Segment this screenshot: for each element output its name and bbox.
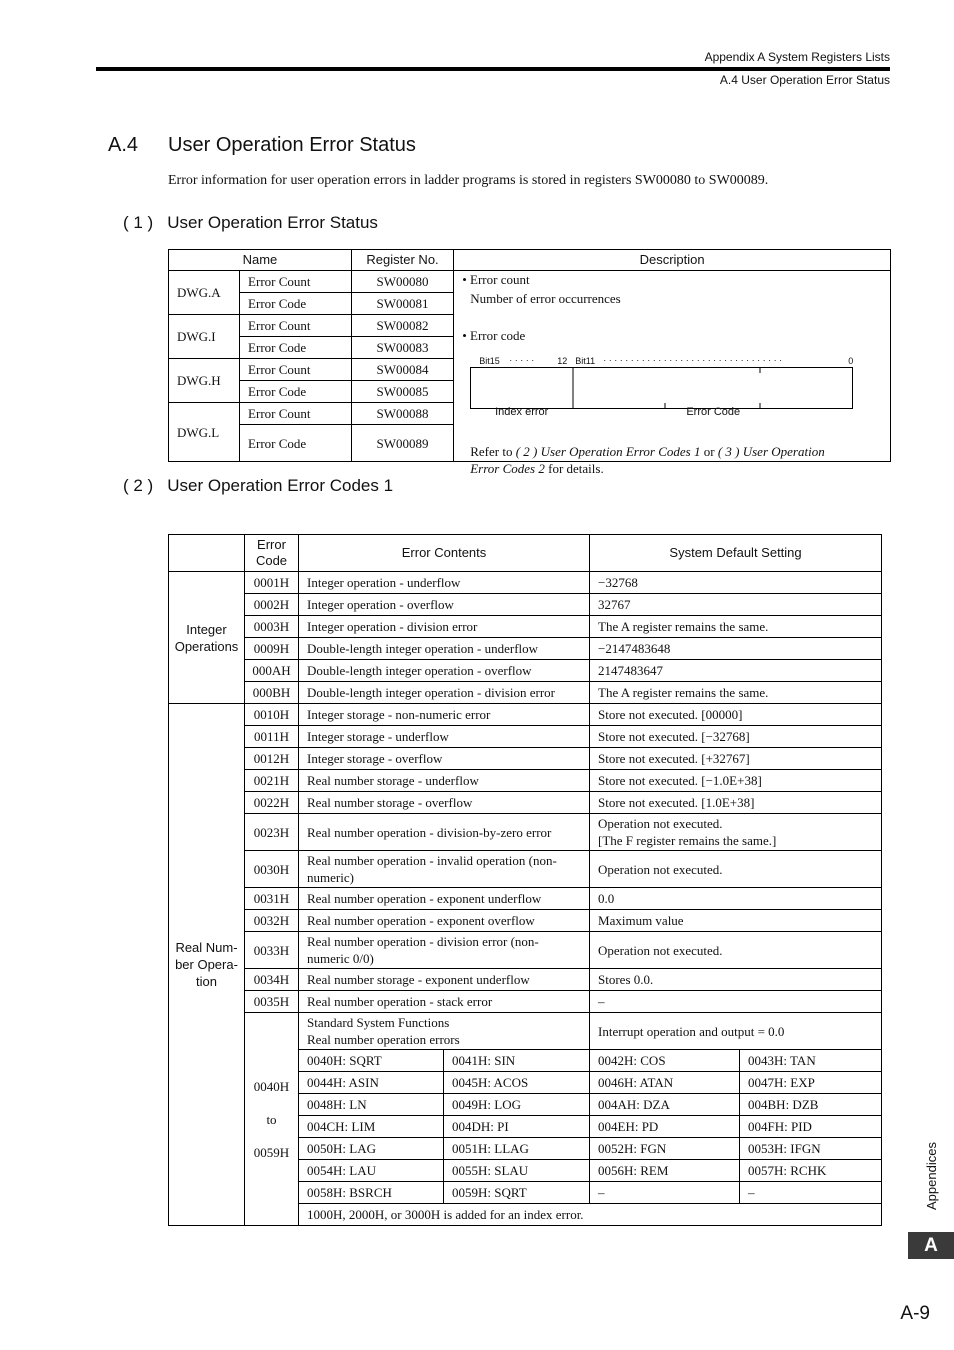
refer-suffix: for details. (544, 461, 604, 476)
error-contents: Integer operation - overflow (299, 594, 590, 616)
subsection-1-heading (123, 213, 378, 233)
error-contents: Real number operation - exponent underflow (299, 888, 590, 910)
register-item: Error Code (240, 337, 352, 359)
table-row (169, 814, 882, 851)
desc-bullet-code: • Error code (462, 328, 526, 343)
col-header-contents: Error Contents (299, 535, 590, 572)
description-cell (454, 271, 891, 476)
register-item: Error Count (240, 315, 352, 337)
error-contents: Integer storage - non-numeric error (299, 704, 590, 726)
header-chapter: Appendix A System Registers Lists (704, 50, 890, 64)
register-number: SW00081 (351, 293, 453, 315)
table-row (169, 932, 882, 969)
error-code: 0009H (245, 638, 299, 660)
error-codes-table (168, 534, 882, 1226)
function-code: 0049H: LOG (444, 1094, 590, 1116)
table-row (169, 638, 882, 660)
table-row (169, 660, 882, 682)
error-code: 0023H (245, 814, 299, 851)
ssf-code-range (245, 1013, 299, 1226)
ssf-code-code-to: to (266, 1111, 277, 1127)
table-row (169, 770, 882, 792)
bit11-label: Bit11 (575, 356, 596, 366)
subsection-1-title: User Operation Error Status (167, 213, 378, 232)
function-code: 0050H: LAG (299, 1138, 444, 1160)
table-row (169, 1013, 882, 1050)
header-rule (96, 67, 890, 71)
register-item: Error Code (240, 381, 352, 403)
group-name: DWG.L (169, 403, 240, 462)
register-number: SW00080 (351, 271, 453, 293)
bit-dots-lower: · · · · · · · · · · · · · · · · · · · · · · · · · · · · · · · · · (603, 355, 783, 365)
function-code: – (590, 1182, 740, 1204)
function-code: 0058H: BSRCH (299, 1182, 444, 1204)
error-code: 0021H (245, 770, 299, 792)
error-contents: Double-length integer operation - underflow (299, 638, 590, 660)
table-row (169, 792, 882, 814)
table-row (169, 851, 882, 888)
refer-or: or (700, 444, 718, 459)
refer-link-codes-1[interactable]: ( 2 ) User Operation Error Codes 1 (515, 444, 701, 459)
bit15-label: Bit15 (479, 356, 500, 366)
intro-paragraph: Error information for user operation errors in ladder programs is stored in registers SW00080 to SW00089. (168, 173, 769, 188)
error-code: 0002H (245, 594, 299, 616)
error-contents: Real number operation - division error (non-numeric 0/0) (299, 932, 590, 969)
function-code: 004DH: PI (444, 1116, 590, 1138)
function-code: 0046H: ATAN (590, 1072, 740, 1094)
register-item: Error Count (240, 271, 352, 293)
table-row (169, 969, 882, 991)
error-code: 0010H (245, 704, 299, 726)
function-code: 0055H: SLAU (444, 1160, 590, 1182)
default-setting: Store not executed. [1.0E+38] (590, 792, 882, 814)
default-setting: Maximum value (590, 910, 882, 932)
error-code: 0031H (245, 888, 299, 910)
register-number: SW00088 (351, 403, 453, 425)
function-code: 004FH: PID (740, 1116, 882, 1138)
appendix-tab[interactable]: A (908, 1232, 954, 1259)
error-contents: Double-length integer operation - overflow (299, 660, 590, 682)
function-code: 0041H: SIN (444, 1050, 590, 1072)
default-setting: Operation not executed. (590, 932, 882, 969)
error-contents: Integer operation - division error (299, 616, 590, 638)
bit-dots-upper: · · · · · (509, 355, 535, 365)
refer-prefix: Refer to (470, 444, 516, 459)
group-integer-operations: Integer Operations (169, 572, 245, 704)
table-row (169, 748, 882, 770)
section-number: A.4 (108, 134, 139, 156)
table-row (169, 991, 882, 1013)
function-code: 0045H: ACOS (444, 1072, 590, 1094)
error-contents: Real number operation - exponent overflow (299, 910, 590, 932)
ssf-default: Interrupt operation and output = 0.0 (590, 1013, 882, 1050)
page-number: A-9 (900, 1303, 930, 1324)
ssf-note: 1000H, 2000H, or 3000H is added for an index error. (299, 1204, 882, 1226)
default-setting: −32768 (590, 572, 882, 594)
function-code: 0043H: TAN (740, 1050, 882, 1072)
default-setting: The A register remains the same. (590, 616, 882, 638)
default-setting: Operation not executed. (590, 851, 882, 888)
table-row (169, 616, 882, 638)
subsection-2-title: User Operation Error Codes 1 (167, 476, 394, 495)
subsection-1-number: ( 1 ) (123, 213, 154, 232)
function-code: 0052H: FGN (590, 1138, 740, 1160)
bit0-label: 0 (848, 356, 854, 366)
default-setting: 0.0 (590, 888, 882, 910)
ssf-title (299, 1013, 590, 1050)
subsection-2-number: ( 2 ) (123, 476, 154, 495)
default-setting: Store not executed. [+32767] (590, 748, 882, 770)
register-table (168, 249, 891, 476)
refer-link-codes-2a[interactable]: ( 3 ) User Operation (717, 444, 825, 459)
error-contents: Integer storage - overflow (299, 748, 590, 770)
error-code: 0003H (245, 616, 299, 638)
function-code: 0042H: COS (590, 1050, 740, 1072)
default-setting: Store not executed. [00000] (590, 704, 882, 726)
error-contents: Double-length integer operation - division error (299, 682, 590, 704)
error-code: 000BH (245, 682, 299, 704)
error-contents: Real number operation - invalid operation (non-numeric) (299, 851, 590, 888)
register-item: Error Code (240, 293, 352, 315)
ssf-code-code-from: 0040H (253, 1078, 290, 1094)
default-setting: −2147483648 (590, 638, 882, 660)
ssf-code-code-end: 0059H (253, 1144, 290, 1160)
default-setting: Store not executed. [−1.0E+38] (590, 770, 882, 792)
group-name: DWG.A (169, 271, 240, 315)
error-contents: Real number operation - stack error (299, 991, 590, 1013)
error-code: 0022H (245, 792, 299, 814)
function-code: 004AH: DZA (590, 1094, 740, 1116)
error-code: 000AH (245, 660, 299, 682)
function-code: 004BH: DZB (740, 1094, 882, 1116)
table-row (169, 910, 882, 932)
error-code: 0011H (245, 726, 299, 748)
table-row (169, 594, 882, 616)
register-item: Error Code (240, 425, 352, 462)
ssf-title-line1: Standard System Functions (307, 1015, 450, 1030)
table-row (169, 726, 882, 748)
register-number: SW00085 (351, 381, 453, 403)
function-code: 0047H: EXP (740, 1072, 882, 1094)
refer-link-codes-2b[interactable]: Error Codes 2 (470, 461, 545, 476)
subsection-2-heading (123, 476, 393, 496)
default-setting: 2147483647 (590, 660, 882, 682)
register-number: SW00082 (351, 315, 453, 337)
field-error-code: Error Code (686, 406, 741, 418)
register-number: SW00089 (351, 425, 453, 462)
function-code: – (740, 1182, 882, 1204)
register-item: Error Count (240, 403, 352, 425)
error-code: 0033H (245, 932, 299, 969)
desc-refer-text (470, 443, 865, 477)
default-setting: Store not executed. [−32768] (590, 726, 882, 748)
col-header-name: Name (169, 250, 352, 271)
function-code: 004CH: LIM (299, 1116, 444, 1138)
section-heading (108, 134, 416, 157)
error-contents: Real number operation - division-by-zero error (299, 814, 590, 851)
register-item: Error Count (240, 359, 352, 381)
error-contents: Real number storage - overflow (299, 792, 590, 814)
header-section: A.4 User Operation Error Status (719, 73, 890, 87)
function-code: 0044H: ASIN (299, 1072, 444, 1094)
function-code: 0057H: RCHK (740, 1160, 882, 1182)
table-row (169, 682, 882, 704)
error-contents: Integer operation - underflow (299, 572, 590, 594)
col-header-group (169, 535, 245, 572)
desc-count-text: Number of error occurrences (470, 291, 621, 306)
col-header-description: Description (454, 250, 891, 271)
side-label: Appendices (924, 1142, 939, 1210)
default-setting: The A register remains the same. (590, 682, 882, 704)
error-code: 0032H (245, 910, 299, 932)
bit12-label: 12 (557, 356, 568, 366)
field-index-error: Index error (495, 406, 549, 418)
error-contents: Real number storage - underflow (299, 770, 590, 792)
group-name: DWG.I (169, 315, 240, 359)
col-header-default: System Default Setting (590, 535, 882, 572)
function-code: 004EH: PD (590, 1116, 740, 1138)
default-setting: – (590, 991, 882, 1013)
col-header-code: Error Code (245, 535, 299, 572)
function-code: 0051H: LLAG (444, 1138, 590, 1160)
ssf-title-line2: Real number operation errors (307, 1032, 460, 1047)
table-row (169, 572, 882, 594)
register-number: SW00083 (351, 337, 453, 359)
col-header-register: Register No. (351, 250, 453, 271)
function-code: 0040H: SQRT (299, 1050, 444, 1072)
default-setting: 32767 (590, 594, 882, 616)
default-setting: Stores 0.0. (590, 969, 882, 991)
error-code: 0034H (245, 969, 299, 991)
table-row (169, 704, 882, 726)
function-code: 0048H: LN (299, 1094, 444, 1116)
section-title: User Operation Error Status (168, 134, 416, 156)
function-code: 0056H: REM (590, 1160, 740, 1182)
function-code: 0054H: LAU (299, 1160, 444, 1182)
group-real-number-operation: Real Num-ber Opera-tion (169, 704, 245, 1226)
error-code: 0035H (245, 991, 299, 1013)
error-contents: Integer storage - underflow (299, 726, 590, 748)
error-code: 0001H (245, 572, 299, 594)
default-setting: Operation not executed. [The F register remains the same.] (590, 814, 882, 851)
group-name: DWG.H (169, 359, 240, 403)
function-code: 0059H: SQRT (444, 1182, 590, 1204)
error-code: 0030H (245, 851, 299, 888)
error-contents: Real number storage - exponent underflow (299, 969, 590, 991)
desc-bullet-count: • Error count (462, 272, 530, 287)
register-number: SW00084 (351, 359, 453, 381)
table-row (169, 888, 882, 910)
error-code: 0012H (245, 748, 299, 770)
function-code: 0053H: IFGN (740, 1138, 882, 1160)
